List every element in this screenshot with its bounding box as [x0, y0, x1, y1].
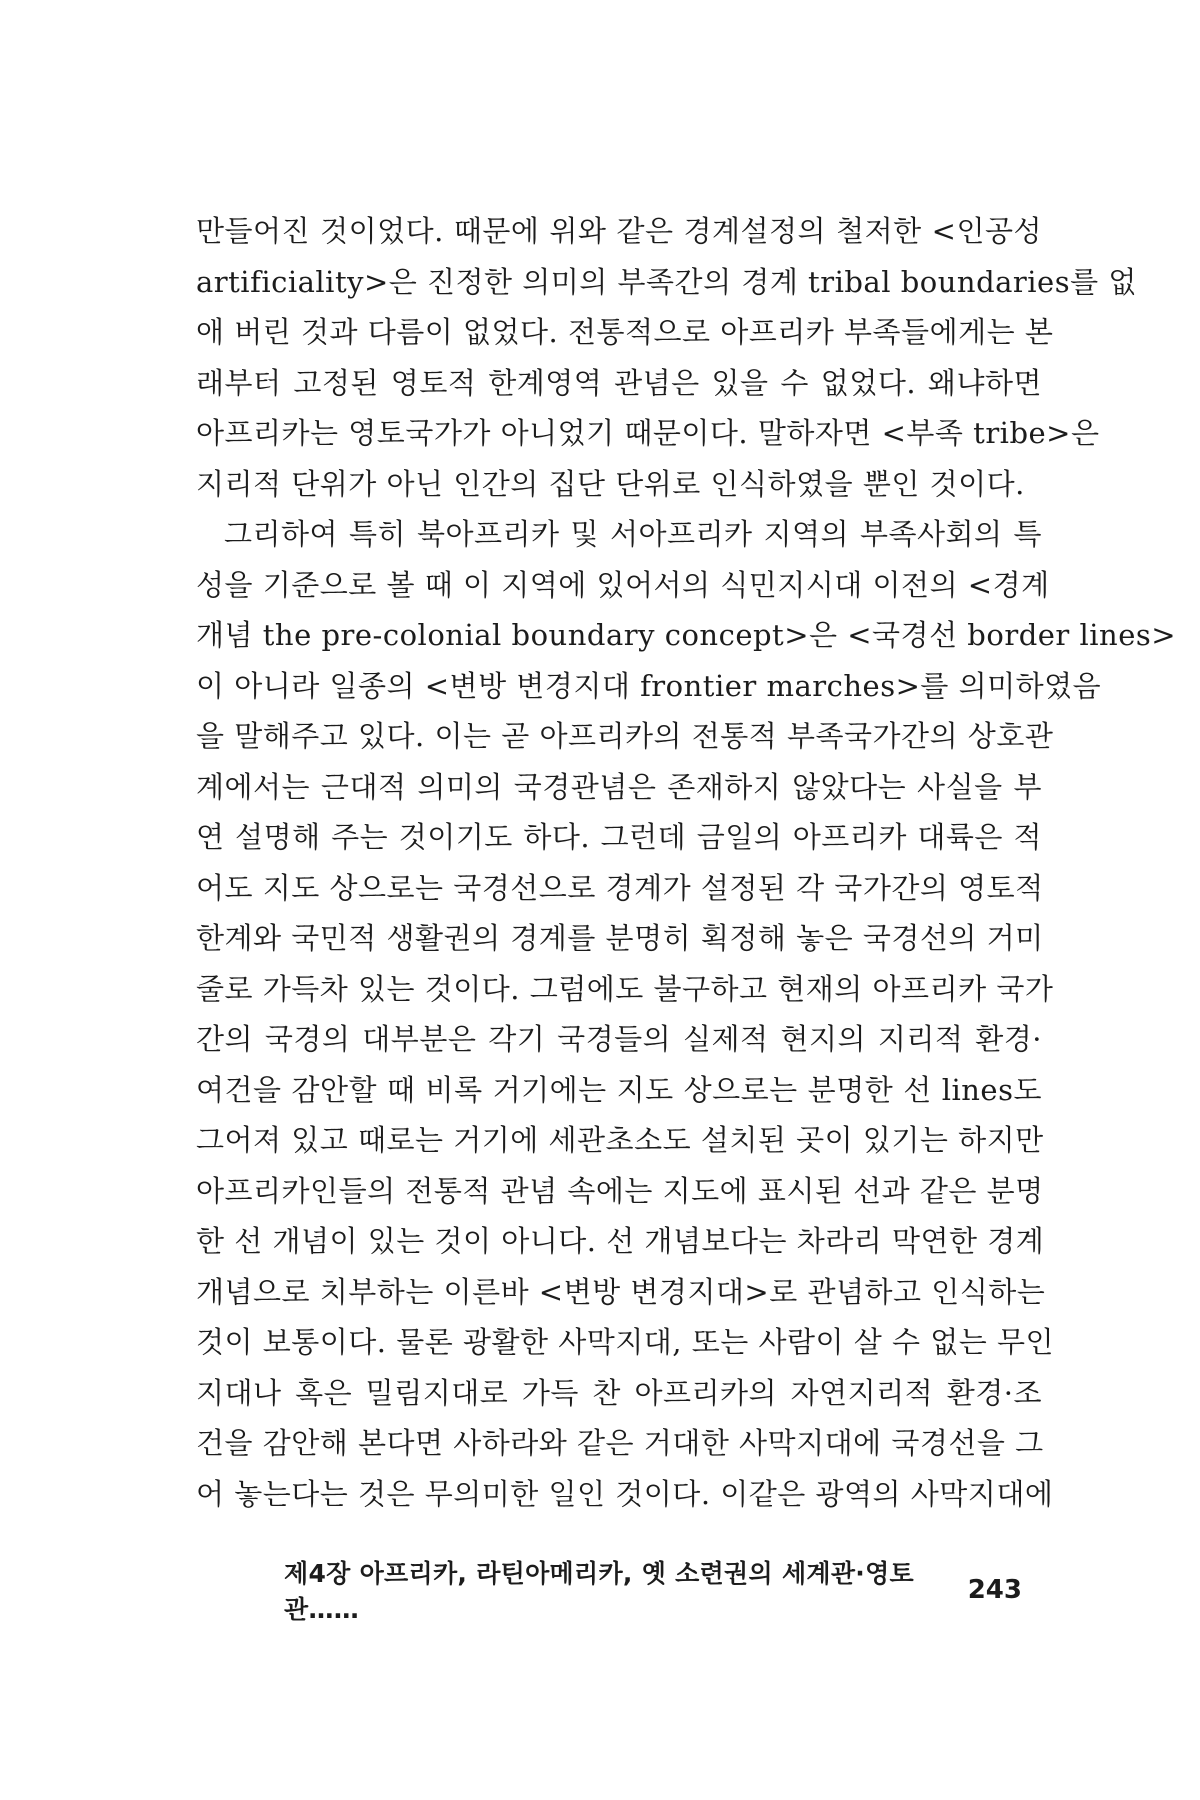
- text-line: 아프리카인들의 전통적 관념 속에는 지도에 표시된 선과 같은 분명: [196, 1173, 1044, 1208]
- text-line: 한 선 개념이 있는 것이 아니다. 선 개념보다는 차라리 막연한 경계: [196, 1224, 1045, 1258]
- text-line: 간의 국경의 대부분은 각기 국경들의 실제적 현지의 지리적 환경·: [196, 1022, 1042, 1056]
- text-line: 것이 보통이다. 물론 광활한 사막지대, 또는 사람이 살 수 없는 무인: [196, 1325, 1054, 1359]
- text-line: 개념으로 치부하는 이른바 <변방 변경지대>로 관념하고 인식하는: [196, 1274, 1046, 1309]
- text-line: 연 설명해 주는 것이기도 하다. 그런데 금일의 아프리카 대륙은 적: [196, 820, 1042, 854]
- text-line: 그리하여 특히 북아프리카 및 서아프리카 지역의 부족사회의 특: [224, 517, 1042, 551]
- text-line: 그어져 있고 때로는 거기에 세관초소도 설치된 곳이 있기는 하지만: [196, 1123, 1044, 1157]
- text-line: 지대나 혹은 밀림지대로 가득 찬 아프리카의 자연지리적 환경·조: [196, 1375, 1042, 1410]
- text-line: artificiality>은 진정한 의미의 부족간의 경계 tribal boundaries를 없: [196, 264, 1137, 299]
- text-line: 애 버린 것과 다름이 없었다. 전통적으로 아프리카 부족들에게는 본: [196, 315, 1054, 349]
- text-line: 여건을 감안할 때 비록 거기에는 지도 상으로는 분명한 선 lines도: [196, 1072, 1042, 1107]
- text-line: 지리적 단위가 아닌 인간의 집단 단위로 인식하였을 뿐인 것이다.: [196, 466, 1025, 501]
- page-footer: [284, 1559, 1022, 1624]
- text-line: 성을 기준으로 볼 때 이 지역에 있어서의 식민지시대 이전의 <경계: [196, 567, 1050, 602]
- text-line: 을 말해주고 있다. 이는 곧 아프리카의 전통적 부족국가간의 상호관: [196, 719, 1054, 753]
- text-line: 만들어진 것이었다. 때문에 위와 같은 경계설정의 철저한 <인공성: [196, 214, 1042, 248]
- text-line: 래부터 고정된 영토적 한계영역 관념은 있을 수 없었다. 왜냐하면: [196, 365, 1042, 400]
- text-line: 계에서는 근대적 의미의 국경관념은 존재하지 않았다는 사실을 부: [196, 769, 1042, 804]
- text-line: 개념 the pre-colonial boundary concept>은 <국경선 border lines>: [196, 618, 1177, 652]
- text-line: 한계와 국민적 생활권의 경계를 분명히 획정해 놓은 국경선의 거미: [196, 921, 1044, 955]
- page-number: 243: [967, 1575, 1022, 1605]
- running-head: 제4장 아프리카, 라틴아메리카, 옛 소련권의 세계관·영토관……: [284, 1559, 915, 1624]
- body-text: [196, 206, 1177, 1519]
- paragraph-1: [196, 206, 1137, 509]
- text-line: 이 아니라 일종의 <변방 변경지대 frontier marches>를 의미하였음: [196, 668, 1102, 703]
- text-line: 어 놓는다는 것은 무의미한 일인 것이다. 이같은 광역의 사막지대에: [196, 1476, 1054, 1511]
- text-line: 줄로 가득차 있는 것이다. 그럼에도 불구하고 현재의 아프리카 국가: [196, 971, 1054, 1006]
- text-line: 아프리카는 영토국가가 아니었기 때문이다. 말하자면 <부족 tribe>은: [196, 416, 1100, 450]
- paragraph-2: [196, 509, 1177, 1519]
- text-line: 건을 감안해 본다면 사하라와 같은 거대한 사막지대에 국경선을 그: [196, 1426, 1044, 1460]
- text-line: 어도 지도 상으로는 국경선으로 경계가 설정된 각 국가간의 영토적: [196, 870, 1044, 905]
